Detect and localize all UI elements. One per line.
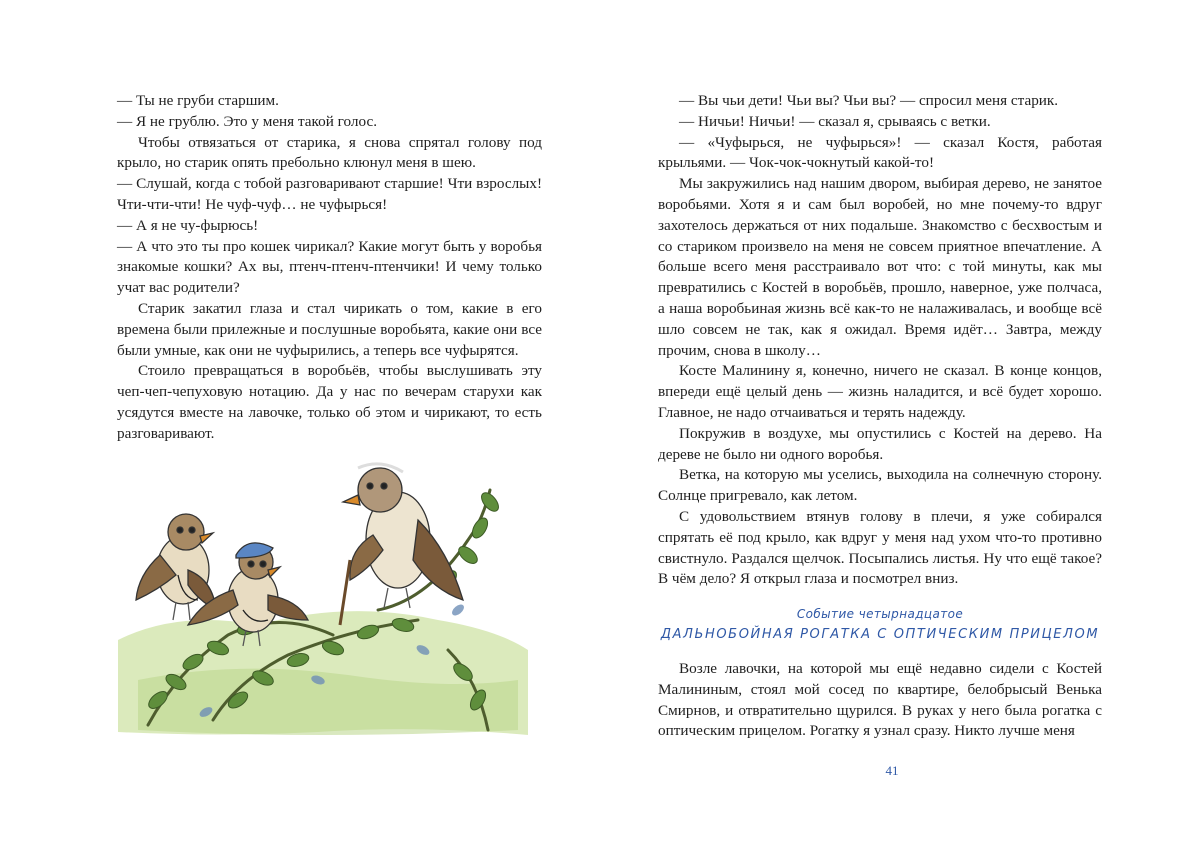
paragraph: Стоило превращаться в воробьёв, чтобы выслушивать эту чеп-чеп-чепуховую нотацию. Да у нас по вечерам старухи как усядутся вместе на лавочке, только об этом и чирикают, то есть разговаривают. xyxy=(117,362,542,442)
chapter-subtitle: Событие четырнадцатое xyxy=(796,607,964,621)
right-page xyxy=(600,0,1200,857)
paragraph: — Я не грублю. Это у меня такой голос. xyxy=(117,112,377,130)
paragraph: С удовольствием втянув голову в плечи, я уже собирался спрятать её под крыло, как вдруг у меня над ухом что-то противно свистнуло. Раздался щелчок. Посыпались листья. Ну что ещё такое? В чём дело? Я открыл глаза и посмотрел вниз. xyxy=(658,507,1102,588)
chapter-heading xyxy=(658,606,1102,644)
paragraph: — Ты не груби старшим. xyxy=(117,92,279,109)
paragraph: — «Чуфырься, не чуфырься»! — сказал Костя, работая крыльями. — Чок-чок-чокнутый какой-то! xyxy=(658,133,1102,172)
left-page-text xyxy=(117,91,542,445)
chapter-opening-text xyxy=(658,659,1102,742)
sparrow-left xyxy=(136,514,216,620)
page-number: 41 xyxy=(885,763,899,778)
sparrows-on-branches-illustration xyxy=(118,450,528,740)
chapter-title: ДАЛЬНОБОЙНАЯ РОГАТКА С ОПТИЧЕСКИМ ПРИЦЕЛОМ xyxy=(660,627,1100,642)
paragraph: Косте Малинину я, конечно, ничего не сказал. В конце концов, впереди ещё целый день — жизнь наладится, и всё будет хорошо. Главное, не надо отчаиваться и терять надежду. xyxy=(658,362,1102,421)
paragraph: — А что это ты про кошек чирикал? Какие могут быть у воробья знакомые кошки? Ах вы, птенч-птенч-птенчики! И чему только учат вас родители? xyxy=(117,237,542,297)
paragraph: — Слушай, когда с тобой разговаривают старшие! Чти взрослых! Чти-чти-чти! Не чуф-чуф… не чуфырься! xyxy=(117,175,542,213)
paragraph: — А я не чу-фырюсь! xyxy=(117,216,259,234)
paragraph: — Вы чьи дети! Чьи вы? Чьи вы? — спросил меня старик. xyxy=(679,92,1059,109)
paragraph: — Ничьи! Ничьи! — сказал я, срываясь с ветки. xyxy=(679,112,991,130)
paragraph: Ветка, на которую мы уселись, выходила на солнечную сторону. Солнце пригревало, как летом. xyxy=(658,466,1102,505)
right-page-text xyxy=(658,91,1102,590)
paragraph: Мы закружились над нашим двором, выбирая дерево, не занятое воробьями. Хотя я и сам был воробей, но мне почему-то вдруг захотелось держаться от них подальше. Знакомство с бесхвостым и со стариком произвело на меня не совсем приятное впечатление. А больше всего меня расстраивало вот что: с той минуты, как мы превратились с Костей в воробьёв, прошло, наверное, уже полчаса, а наша воробьиная жизнь всё как-то не налаживалась, и вообще всё шло совсем не так, как я ожидал. Время идёт… Завтра, между прочим, снова в школу… xyxy=(658,175,1102,359)
illustration-svg xyxy=(118,450,528,740)
paragraph: Старик закатил глаза и стал чирикать о том, какие в его времена были прилежные и послушные воробьята, какие они все были умные, как они не чуфырились, а теперь все чуфырятся. xyxy=(117,299,542,359)
paragraph: Возле лавочки, на которой мы ещё недавно сидели с Костей Малининым, стоял мой сосед по квартире, белобрысый Венька Смирнов, и отвратительно щурился. В руках у него была рогатка с оптическим прицелом. Рогатку я узнал сразу. Никто лучше меня xyxy=(658,660,1102,740)
paragraph: Чтобы отвязаться от старика, я снова спрятал голову под крыло, но старик опять пребольно клюнул меня в шею. xyxy=(117,133,542,172)
paragraph: Покружив в воздухе, мы опустились с Костей на дерево. На дереве не было ни одного воробья. xyxy=(658,424,1102,463)
